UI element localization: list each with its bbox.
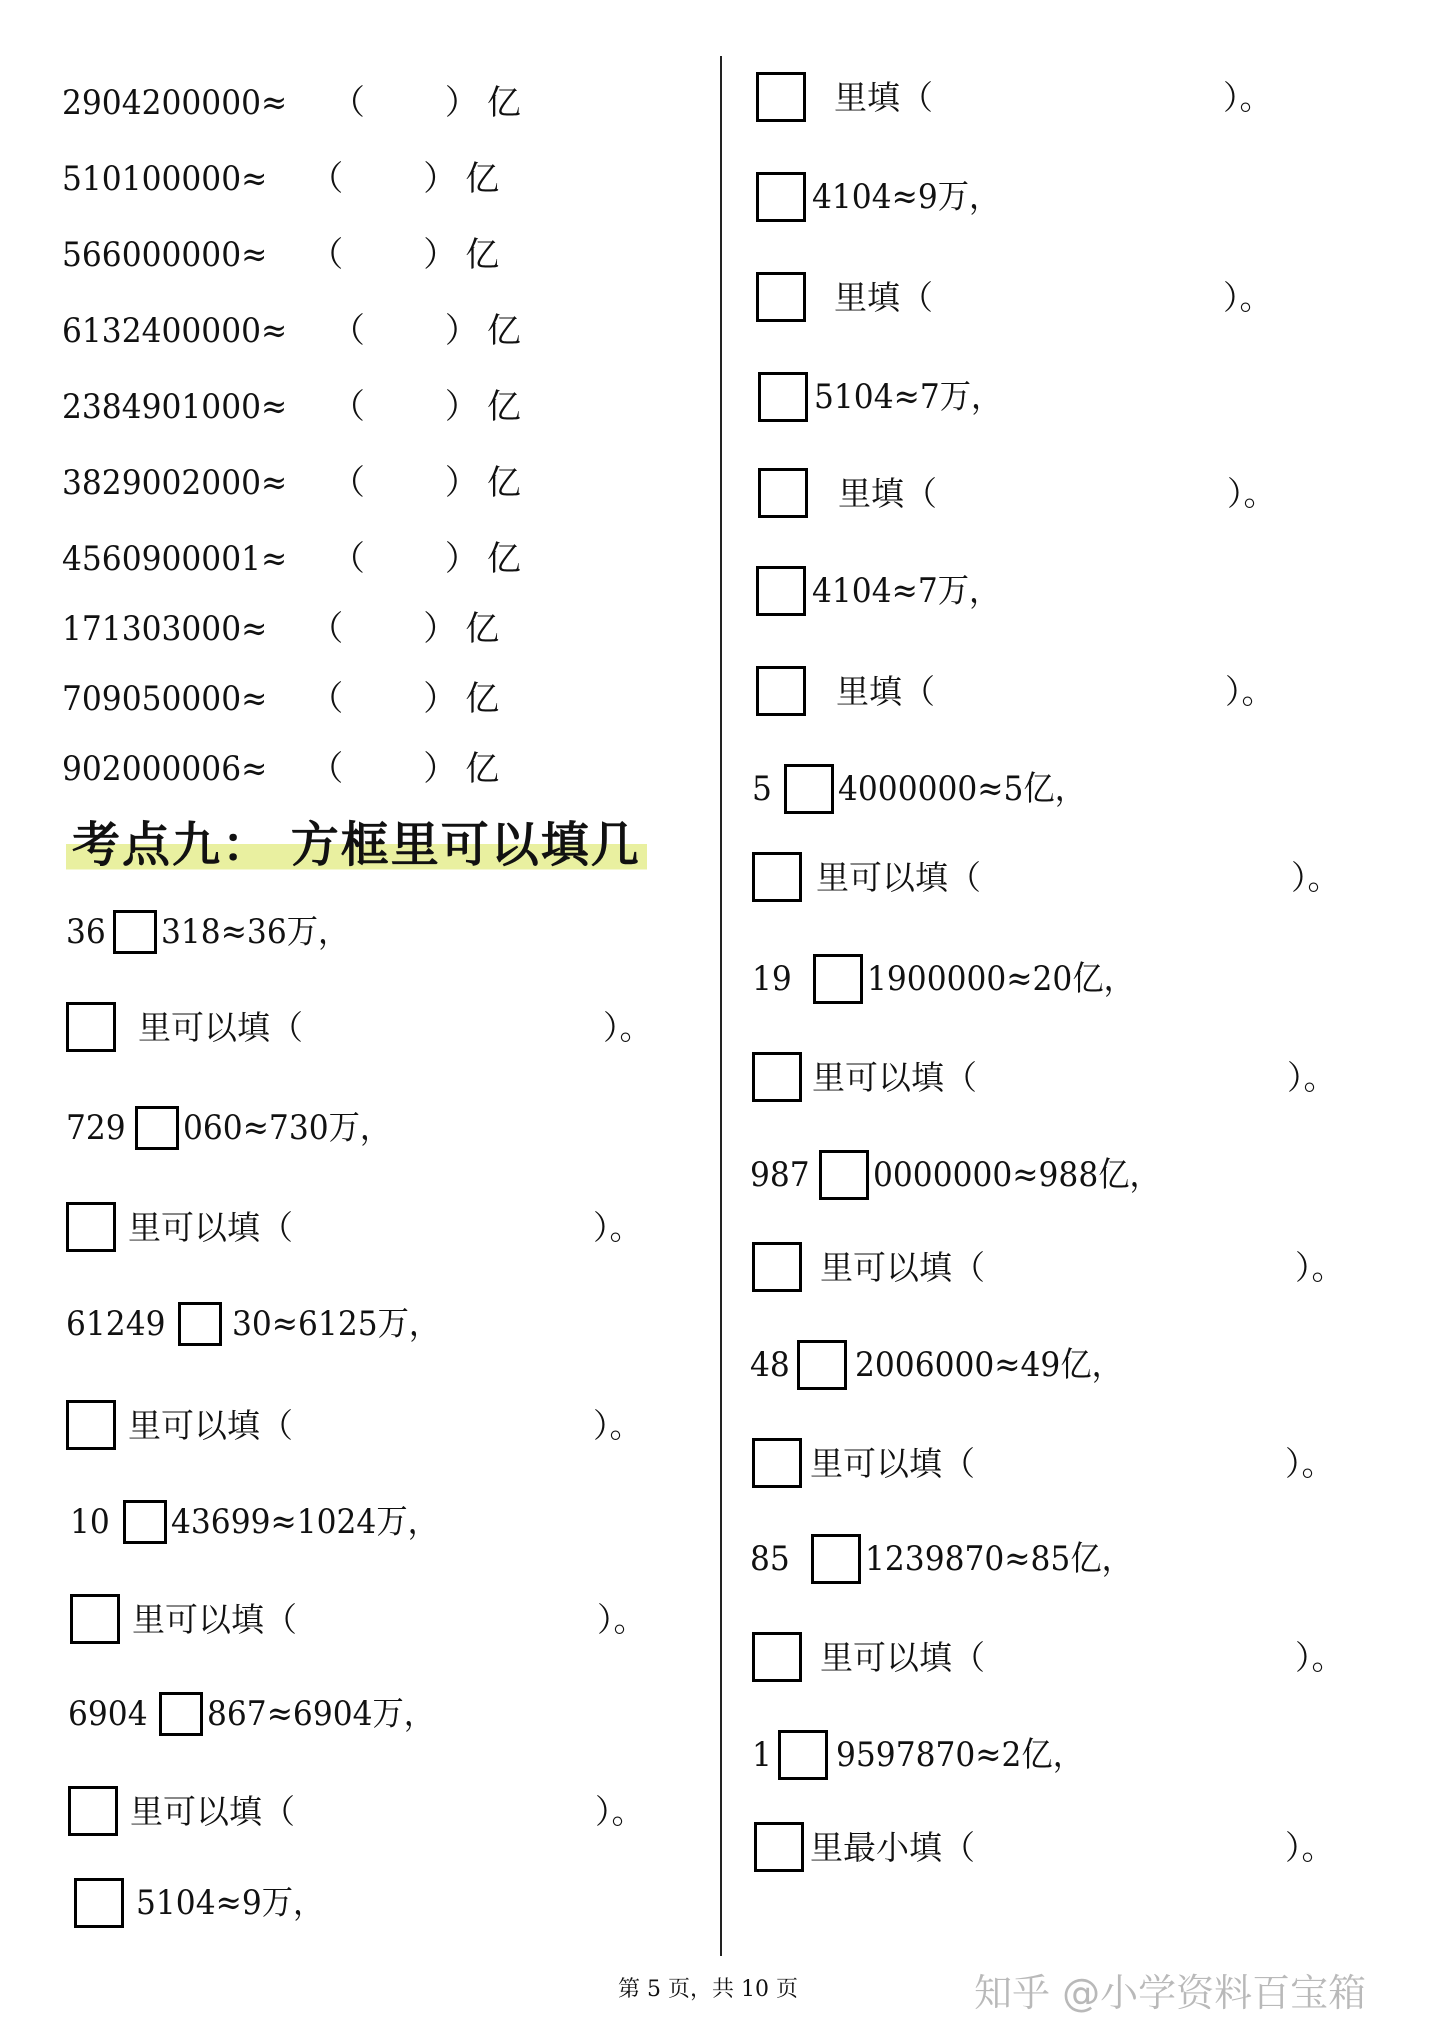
- approx-row: [62, 83, 521, 123]
- answer-end: ）。: [1287, 1057, 1337, 1097]
- close-paren: ）: [423, 609, 458, 649]
- number-suffix: 318≈36万，: [161, 912, 350, 952]
- number-suffix: 4000000≈5亿，: [837, 769, 1086, 809]
- open-paren: （: [309, 679, 344, 719]
- answer-row: [70, 1594, 647, 1644]
- approx-row: [62, 159, 500, 199]
- open-paren: （: [309, 235, 344, 275]
- page-footer: 第 5 页，共 10 页: [618, 1977, 798, 2002]
- answer-box-icon: [758, 468, 808, 518]
- number-text: 4560900001≈: [62, 539, 288, 579]
- answer-row: [754, 1822, 1335, 1872]
- answer-end: ）。: [1295, 1637, 1345, 1677]
- answer-box[interactable]: [123, 1500, 167, 1544]
- number-suffix: 1239870≈85亿，: [865, 1539, 1134, 1579]
- number-suffix: 9597870≈2亿，: [835, 1735, 1084, 1775]
- number-prefix: 5: [752, 769, 772, 809]
- open-paren: （: [330, 83, 365, 123]
- answer-row: [756, 72, 1273, 122]
- answer-box[interactable]: [778, 1730, 828, 1780]
- close-paren: ）: [444, 311, 479, 351]
- problem-row: [66, 1106, 409, 1150]
- approx-row: [62, 539, 521, 579]
- number-prefix: 61249: [66, 1304, 166, 1344]
- number-suffix: 43699≈1024万，: [171, 1502, 440, 1542]
- answer-end: ）。: [1285, 1827, 1335, 1867]
- unit-text: 亿: [486, 463, 521, 503]
- open-paren: （: [330, 387, 365, 427]
- number-prefix: 729: [66, 1108, 126, 1148]
- answer-box-icon: [752, 852, 802, 902]
- number-text: 6132400000≈: [62, 311, 288, 351]
- answer-end: ）。: [1291, 857, 1341, 897]
- problem-row: [750, 1150, 1186, 1200]
- open-paren: （: [330, 539, 365, 579]
- answer-end: ）。: [1227, 473, 1277, 513]
- answer-prompt: 里可以填（: [138, 1007, 303, 1047]
- number-prefix: 19: [752, 959, 792, 999]
- number-text: 2904200000≈: [62, 83, 288, 123]
- problem-row: [70, 1500, 462, 1544]
- answer-prompt: 里可以填（: [130, 1791, 295, 1831]
- number-text: 902000006≈: [62, 749, 268, 789]
- number-prefix: 36: [66, 912, 106, 952]
- answer-box[interactable]: [758, 372, 808, 422]
- approx-row: [62, 679, 500, 719]
- number-suffix: 0000000≈988亿，: [872, 1155, 1161, 1195]
- number-suffix: 4104≈9万，: [812, 177, 1001, 217]
- answer-row: [752, 1632, 1345, 1682]
- close-paren: ）: [423, 749, 458, 789]
- answer-box[interactable]: [113, 910, 157, 954]
- number-text: 2384901000≈: [62, 387, 288, 427]
- problem-row: [752, 764, 1107, 814]
- answer-end: ）。: [593, 1207, 643, 1247]
- close-paren: ）: [423, 679, 458, 719]
- answer-end: ）。: [1295, 1247, 1345, 1287]
- unit-text: 亿: [486, 311, 521, 351]
- number-suffix: 5104≈9万，: [136, 1883, 325, 1923]
- answer-box-icon: [756, 272, 806, 322]
- unit-text: 亿: [486, 83, 521, 123]
- answer-box-icon: [752, 1052, 802, 1102]
- answer-prompt: 里可以填（: [820, 1247, 985, 1287]
- watermark: 知乎 @小学资料百宝箱: [974, 1971, 1367, 2015]
- unit-text: 亿: [465, 749, 500, 789]
- answer-box-icon: [66, 1400, 116, 1450]
- answer-row: [758, 468, 1277, 518]
- answer-end: ）。: [1223, 77, 1273, 117]
- number-prefix: 10: [70, 1502, 110, 1542]
- section-heading: 考点九： 方框里可以填几: [66, 806, 647, 875]
- answer-box[interactable]: [811, 1534, 861, 1584]
- answer-box-icon: [68, 1786, 118, 1836]
- answer-prompt: 里填（: [834, 277, 933, 317]
- close-paren: ）: [423, 159, 458, 199]
- number-suffix: 5104≈7万，: [814, 377, 1003, 417]
- answer-prompt: 里可以填（: [128, 1405, 293, 1445]
- number-prefix: 987: [750, 1155, 810, 1195]
- answer-prompt: 里可以填（: [816, 857, 981, 897]
- answer-box[interactable]: [784, 764, 834, 814]
- answer-prompt: 里可以填（: [820, 1637, 985, 1677]
- answer-row: [68, 1786, 645, 1836]
- answer-box[interactable]: [74, 1878, 124, 1928]
- answer-box[interactable]: [159, 1692, 203, 1736]
- number-suffix: 060≈730万，: [182, 1108, 392, 1148]
- approx-row: [62, 749, 500, 789]
- unit-text: 亿: [486, 539, 521, 579]
- number-text: 510100000≈: [62, 159, 268, 199]
- answer-row: [752, 852, 1341, 902]
- answer-box[interactable]: [178, 1302, 222, 1346]
- number-text: 171303000≈: [62, 609, 268, 649]
- answer-row: [752, 1242, 1345, 1292]
- answer-box[interactable]: [797, 1340, 847, 1390]
- answer-end: ）。: [597, 1599, 647, 1639]
- problem-row: [66, 1302, 458, 1346]
- answer-prompt: 里可以填（: [128, 1207, 293, 1247]
- answer-box[interactable]: [819, 1150, 869, 1200]
- approx-row: [62, 609, 500, 649]
- close-paren: ）: [444, 83, 479, 123]
- open-paren: （: [330, 463, 365, 503]
- number-prefix: 48: [750, 1345, 790, 1385]
- unit-text: 亿: [486, 387, 521, 427]
- answer-row: [756, 272, 1273, 322]
- answer-end: ）。: [603, 1007, 653, 1047]
- open-paren: （: [309, 159, 344, 199]
- answer-row: [66, 1400, 643, 1450]
- answer-box-icon: [752, 1438, 802, 1488]
- open-paren: （: [309, 749, 344, 789]
- answer-box-icon: [70, 1594, 120, 1644]
- answer-box-icon: [66, 1202, 116, 1252]
- answer-prompt: 里最小填（: [810, 1827, 975, 1867]
- answer-end: ）。: [1285, 1443, 1335, 1483]
- close-paren: ）: [444, 463, 479, 503]
- answer-box-icon: [752, 1242, 802, 1292]
- open-paren: （: [309, 609, 344, 649]
- problem-row: [66, 910, 366, 954]
- close-paren: ）: [423, 235, 458, 275]
- number-prefix: 85: [750, 1539, 790, 1579]
- answer-box-icon: [756, 72, 806, 122]
- number-text: 709050000≈: [62, 679, 268, 719]
- number-text: 566000000≈: [62, 235, 268, 275]
- problem-row: [74, 1878, 341, 1928]
- number-suffix: 1900000≈20亿，: [867, 959, 1136, 999]
- problem-row: [752, 1730, 1105, 1780]
- answer-row: [752, 1438, 1335, 1488]
- answer-prompt: 里可以填（: [810, 1443, 975, 1483]
- answer-box[interactable]: [756, 566, 806, 616]
- unit-text: 亿: [465, 679, 500, 719]
- answer-box[interactable]: [135, 1106, 179, 1150]
- answer-prompt: 里可以填（: [132, 1599, 297, 1639]
- number-suffix: 30≈6125万，: [232, 1304, 441, 1344]
- answer-box-icon: [754, 1822, 804, 1872]
- number-prefix: 1: [752, 1735, 772, 1775]
- number-suffix: 867≈6904万，: [206, 1694, 435, 1734]
- answer-row: [66, 1202, 643, 1252]
- answer-row: [752, 1052, 1337, 1102]
- answer-row: [66, 1002, 653, 1052]
- approx-row: [62, 387, 521, 427]
- answer-end: ）。: [1223, 277, 1273, 317]
- answer-box-icon: [752, 1632, 802, 1682]
- approx-row: [62, 311, 521, 351]
- answer-end: ）。: [1225, 671, 1275, 711]
- unit-text: 亿: [465, 159, 500, 199]
- answer-prompt: 里填（: [836, 671, 935, 711]
- answer-end: ）。: [593, 1405, 643, 1445]
- answer-box[interactable]: [813, 954, 863, 1004]
- open-paren: （: [330, 311, 365, 351]
- approx-row: [62, 235, 500, 275]
- problem-row: [756, 566, 1017, 616]
- number-suffix: 2006000≈49亿，: [855, 1345, 1124, 1385]
- answer-prompt: 里填（: [834, 77, 933, 117]
- approx-row: [62, 463, 521, 503]
- unit-text: 亿: [465, 235, 500, 275]
- column-divider: [720, 56, 722, 1956]
- problem-row: [752, 954, 1158, 1004]
- answer-row: [756, 666, 1275, 716]
- problem-row: [758, 372, 1019, 422]
- answer-box[interactable]: [756, 172, 806, 222]
- close-paren: ）: [444, 539, 479, 579]
- problem-row: [68, 1692, 454, 1736]
- answer-prompt: 里填（: [838, 473, 937, 513]
- number-prefix: 6904: [68, 1694, 148, 1734]
- problem-row: [750, 1534, 1156, 1584]
- problem-row: [756, 172, 1017, 222]
- answer-prompt: 里可以填（: [812, 1057, 977, 1097]
- number-text: 3829002000≈: [62, 463, 288, 503]
- problem-row: [750, 1340, 1146, 1390]
- close-paren: ）: [444, 387, 479, 427]
- answer-box-icon: [756, 666, 806, 716]
- number-suffix: 4104≈7万，: [812, 571, 1001, 611]
- answer-end: ）。: [595, 1791, 645, 1831]
- answer-box-icon: [66, 1002, 116, 1052]
- unit-text: 亿: [465, 609, 500, 649]
